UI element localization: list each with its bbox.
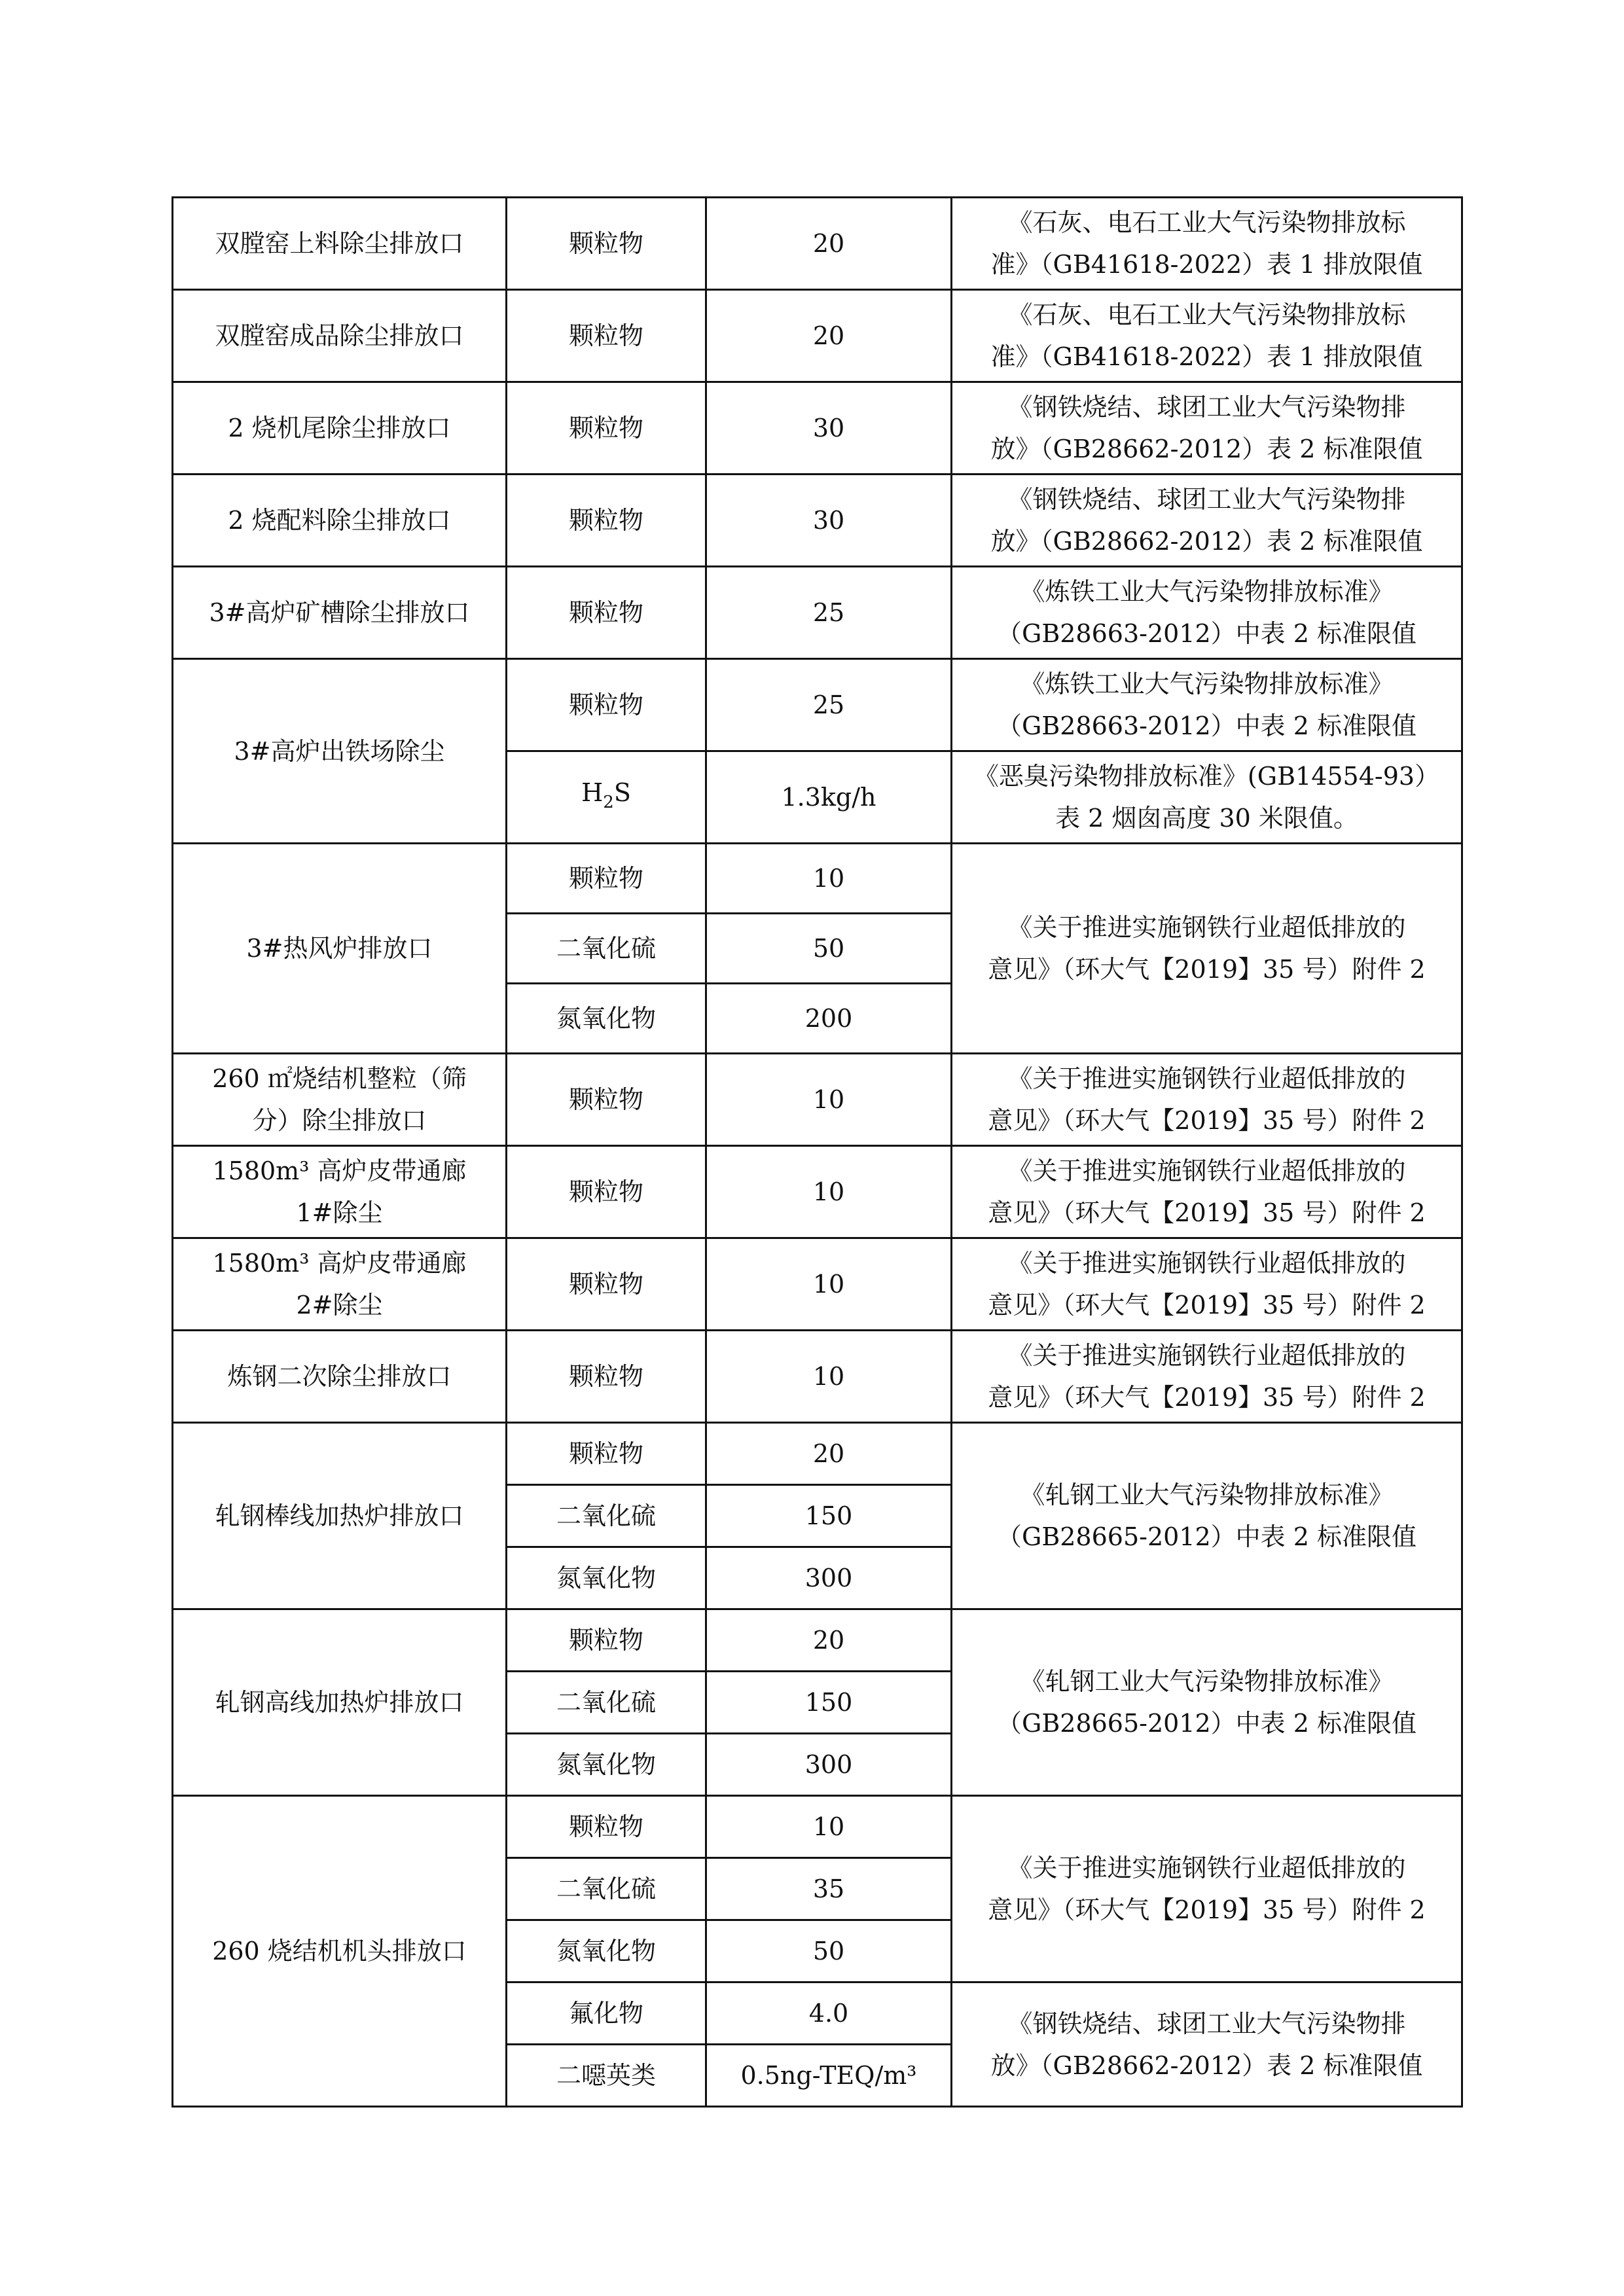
outlet-name-cell: 3#高炉矿槽除尘排放口 [173, 567, 507, 659]
pollutant-name: 氮氧化物 [556, 1004, 656, 1033]
pollutant-name: 氮氧化物 [556, 1564, 656, 1592]
table-row [173, 567, 1462, 659]
table-row [173, 290, 1462, 382]
outlet-name-cell: 双膛窑成品除尘排放口 [173, 290, 507, 382]
limit-value-cell: 25 [706, 567, 952, 659]
table-body [173, 198, 1462, 2107]
outlet-name-cell [173, 1146, 507, 1238]
standard-reference-line: 意见》（环大气【2019】35 号）附件 2 [988, 1291, 1426, 1319]
table-row [173, 659, 1462, 751]
standard-reference-cell [952, 1054, 1462, 1146]
pollutant-cell [507, 1734, 706, 1796]
pollutant-cell [507, 198, 706, 290]
pollutant-cell [507, 914, 706, 984]
outlet-name-line: 260 ㎡烧结机整粒（筛 [212, 1064, 467, 1093]
pollutant-name: 二氧化硫 [556, 1501, 656, 1530]
pollutant-name: 氮氧化物 [556, 1937, 656, 1965]
limit-value-cell: 10 [706, 1796, 952, 1858]
limit-value-cell: 10 [706, 1331, 952, 1423]
standard-reference-line: 准》（GB41618-2022）表 1 排放限值 [990, 342, 1423, 371]
outlet-name-line: 1580m³ 高炉皮带通廊 [212, 1249, 467, 1278]
limit-value-cell: 20 [706, 290, 952, 382]
pollutant-name: 颗粒物 [568, 506, 643, 535]
table-row [173, 1796, 1462, 1858]
standard-reference-cell [952, 382, 1462, 475]
pollutant-name: 颗粒物 [568, 1177, 643, 1206]
limit-value-cell: 10 [706, 1238, 952, 1331]
standard-reference-line: 意见》（环大气【2019】35 号）附件 2 [988, 1198, 1426, 1227]
standard-reference-line: 《钢铁烧结、球团工业大气污染物排 [1007, 485, 1406, 514]
outlet-name-cell: 2 烧机尾除尘排放口 [173, 382, 507, 475]
pollutant-name: 颗粒物 [568, 864, 643, 893]
pollutant-name: 颗粒物 [568, 1439, 643, 1468]
outlet-name-cell: 3#高炉出铁场除尘 [173, 659, 507, 844]
standard-reference-line: 《轧钢工业大气污染物排放标准》 [1020, 1667, 1394, 1696]
pollutant-cell [507, 290, 706, 382]
pollutant-cell [507, 475, 706, 567]
pollutant-cell [507, 1796, 706, 1858]
standard-reference-line: 《炼铁工业大气污染物排放标准》 [1020, 577, 1394, 606]
standard-reference-line: 《关于推进实施钢铁行业超低排放的 [1007, 1854, 1406, 1882]
standard-reference-line: 意见》（环大气【2019】35 号）附件 2 [988, 1106, 1426, 1135]
standard-reference-line: （GB28665-2012）中表 2 标准限值 [996, 1709, 1417, 1738]
table-row [173, 198, 1462, 290]
limit-value-cell: 10 [706, 1054, 952, 1146]
limit-value-cell: 4.0 [706, 1982, 952, 2045]
standard-reference-line: 《关于推进实施钢铁行业超低排放的 [1007, 1064, 1406, 1093]
standard-reference-line: 放》（GB28662-2012）表 2 标准限值 [990, 527, 1423, 556]
limit-value-cell: 1.3kg/h [706, 751, 952, 844]
standard-reference-line: 《关于推进实施钢铁行业超低排放的 [1007, 1157, 1406, 1185]
pollutant-name: 氮氧化物 [556, 1750, 656, 1779]
pollutant-cell [507, 844, 706, 914]
standard-reference-cell [952, 659, 1462, 751]
standard-reference-line: 表 2 烟囱高度 30 米限值。 [1055, 804, 1358, 833]
table-row [173, 1423, 1462, 1485]
standard-reference-line: （GB28663-2012）中表 2 标准限值 [996, 619, 1417, 648]
pollutant-name: 颗粒物 [568, 691, 643, 719]
pollutant-name: 颗粒物 [568, 414, 643, 442]
outlet-name-cell [173, 1238, 507, 1331]
standard-reference-cell [952, 751, 1462, 844]
limit-value-cell: 0.5ng-TEQ/m³ [706, 2045, 952, 2107]
outlet-name-cell: 双膛窑上料除尘排放口 [173, 198, 507, 290]
pollutant-name: H [581, 778, 604, 807]
table-row [173, 1609, 1462, 1672]
outlet-name-line: 2#除尘 [296, 1291, 383, 1319]
standard-reference-line: （GB28663-2012）中表 2 标准限值 [996, 711, 1417, 740]
table-row [173, 844, 1462, 914]
outlet-name-cell: 3#热风炉排放口 [173, 844, 507, 1054]
standard-reference-cell [952, 567, 1462, 659]
standard-reference-line: 《关于推进实施钢铁行业超低排放的 [1007, 1341, 1406, 1370]
pollutant-cell [507, 1423, 706, 1485]
standard-reference-cell [952, 1331, 1462, 1423]
table-row [173, 1238, 1462, 1331]
standard-reference-line: 《关于推进实施钢铁行业超低排放的 [1007, 913, 1406, 942]
limit-value-cell: 25 [706, 659, 952, 751]
standard-reference-line: 《关于推进实施钢铁行业超低排放的 [1007, 1249, 1406, 1278]
limit-value-cell: 50 [706, 1920, 952, 1982]
pollutant-cell [507, 751, 706, 844]
standard-reference-line: 《石灰、电石工业大气污染物排放标 [1007, 208, 1406, 237]
standard-reference-cell [952, 1609, 1462, 1796]
limit-value-cell: 20 [706, 1609, 952, 1672]
pollutant-cell [507, 382, 706, 475]
standard-reference-line: 《石灰、电石工业大气污染物排放标 [1007, 300, 1406, 329]
pollutant-cell [507, 984, 706, 1054]
outlet-name-cell: 2 烧配料除尘排放口 [173, 475, 507, 567]
pollutant-name: 颗粒物 [568, 1362, 643, 1391]
pollutant-cell [507, 1146, 706, 1238]
table-row [173, 1331, 1462, 1423]
limit-value-cell: 150 [706, 1485, 952, 1547]
pollutant-name: 二噁英类 [556, 2061, 656, 2090]
standard-reference-line: 《炼铁工业大气污染物排放标准》 [1020, 670, 1394, 698]
outlet-name-cell: 炼钢二次除尘排放口 [173, 1331, 507, 1423]
limit-value-cell: 150 [706, 1672, 952, 1734]
pollutant-cell [507, 1672, 706, 1734]
pollutant-name: 颗粒物 [568, 229, 643, 258]
pollutant-cell [507, 1054, 706, 1146]
standard-reference-cell [952, 290, 1462, 382]
outlet-name-cell: 轧钢高线加热炉排放口 [173, 1609, 507, 1796]
standard-reference-line: 准》（GB41618-2022）表 1 排放限值 [990, 250, 1423, 279]
limit-value-cell: 20 [706, 1423, 952, 1485]
standard-reference-cell [952, 475, 1462, 567]
pollutant-cell [507, 1858, 706, 1920]
limit-value-cell: 30 [706, 382, 952, 475]
table-row [173, 1146, 1462, 1238]
standard-reference-line: 放》（GB28662-2012）表 2 标准限值 [990, 2051, 1423, 2080]
limit-value-cell: 300 [706, 1734, 952, 1796]
outlet-name-cell: 260 烧结机机头排放口 [173, 1796, 507, 2107]
outlet-name-cell: 轧钢棒线加热炉排放口 [173, 1423, 507, 1609]
standard-reference-line: 放》（GB28662-2012）表 2 标准限值 [990, 435, 1423, 463]
standard-reference-line: 《恶臭污染物排放标准》(GB14554-93） [973, 762, 1440, 791]
standard-reference-cell [952, 1238, 1462, 1331]
pollutant-cell [507, 1238, 706, 1331]
limit-value-cell: 10 [706, 1146, 952, 1238]
pollutant-name: 颗粒物 [568, 1812, 643, 1841]
limit-value-cell: 10 [706, 844, 952, 914]
limit-value-cell: 30 [706, 475, 952, 567]
pollutant-name: 二氧化硫 [556, 1688, 656, 1717]
standard-reference-line: 《钢铁烧结、球团工业大气污染物排 [1007, 2009, 1406, 2038]
limit-value-cell: 300 [706, 1547, 952, 1609]
pollutant-cell [507, 1982, 706, 2045]
standard-reference-line: 《钢铁烧结、球团工业大气污染物排 [1007, 393, 1406, 422]
pollutant-cell [507, 1609, 706, 1672]
pollutant-suffix: S [613, 778, 631, 807]
limit-value-cell: 200 [706, 984, 952, 1054]
pollutant-name: 颗粒物 [568, 598, 643, 627]
standard-reference-line: （GB28665-2012）中表 2 标准限值 [996, 1522, 1417, 1551]
pollutant-subscript: 2 [603, 792, 614, 812]
standard-reference-cell [952, 1982, 1462, 2107]
pollutant-name: 颗粒物 [568, 1626, 643, 1655]
standard-reference-line: 意见》（环大气【2019】35 号）附件 2 [988, 955, 1426, 984]
emission-limits-table [171, 196, 1463, 2108]
standard-reference-line: 《轧钢工业大气污染物排放标准》 [1020, 1480, 1394, 1509]
table-row [173, 475, 1462, 567]
pollutant-cell [507, 1485, 706, 1547]
pollutant-cell [507, 2045, 706, 2107]
standard-reference-line: 意见》（环大气【2019】35 号）附件 2 [988, 1383, 1426, 1412]
standard-reference-cell [952, 1423, 1462, 1609]
pollutant-name: 颗粒物 [568, 1085, 643, 1114]
pollutant-name: 二氧化硫 [556, 934, 656, 963]
limit-value-cell: 35 [706, 1858, 952, 1920]
pollutant-cell [507, 1547, 706, 1609]
table-row [173, 382, 1462, 475]
pollutant-name: 氟化物 [568, 1999, 643, 2028]
pollutant-cell [507, 567, 706, 659]
pollutant-name: 颗粒物 [568, 321, 643, 350]
standard-reference-cell [952, 1796, 1462, 1982]
pollutant-cell [507, 1331, 706, 1423]
outlet-name-line: 1#除尘 [296, 1198, 383, 1227]
outlet-name-line: 分）除尘排放口 [252, 1106, 427, 1135]
table-row [173, 1054, 1462, 1146]
limit-value-cell: 20 [706, 198, 952, 290]
standard-reference-line: 意见》（环大气【2019】35 号）附件 2 [988, 1895, 1426, 1924]
pollutant-cell [507, 1920, 706, 1982]
standard-reference-cell [952, 1146, 1462, 1238]
standard-reference-cell [952, 198, 1462, 290]
outlet-name-line: 1580m³ 高炉皮带通廊 [212, 1157, 467, 1185]
limit-value-cell: 50 [706, 914, 952, 984]
outlet-name-cell [173, 1054, 507, 1146]
standard-reference-cell [952, 844, 1462, 1054]
pollutant-cell [507, 659, 706, 751]
pollutant-name: 二氧化硫 [556, 1874, 656, 1903]
pollutant-name: 颗粒物 [568, 1270, 643, 1299]
